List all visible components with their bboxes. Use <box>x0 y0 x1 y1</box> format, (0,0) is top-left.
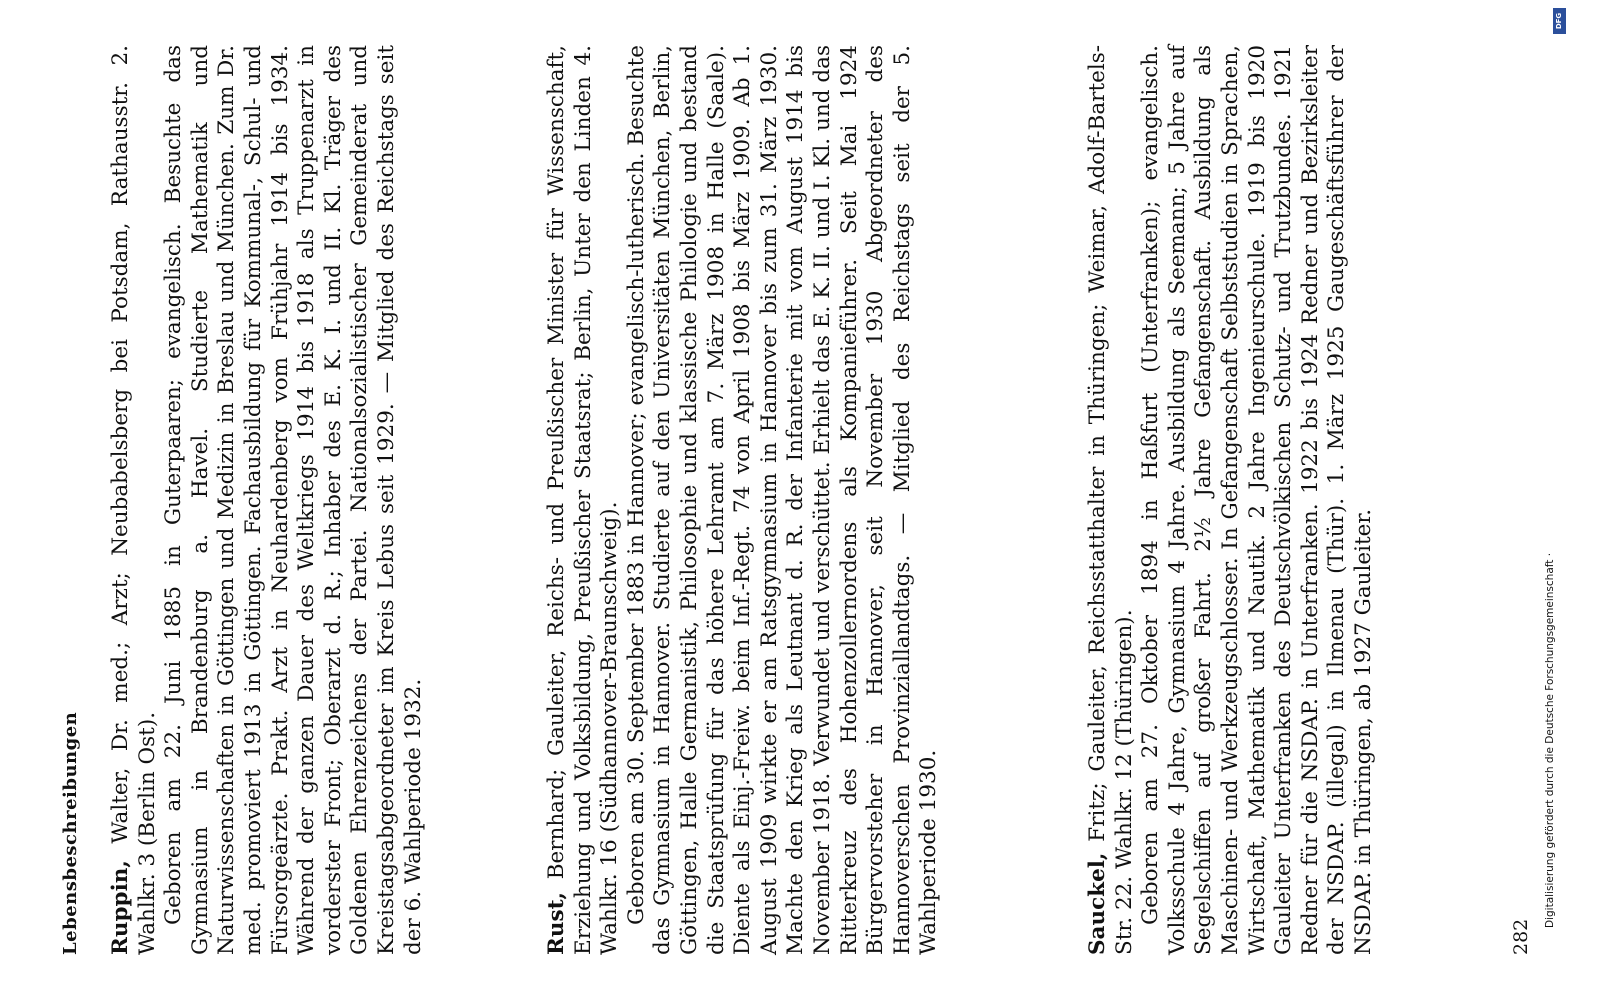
entry-lead <box>108 45 161 955</box>
biography-entry-rust <box>544 45 943 955</box>
rotated-page <box>40 45 1600 955</box>
dfg-logo-text: DFG <box>1555 12 1563 30</box>
page-number: 282 <box>1510 918 1532 955</box>
entry-body: Geboren am 27. Oktober 1894 in Haßfurt (Unterfranken); evangelisch. Volksschule 4 Jahre, Gymnasium 4 Jahre. Ausbildung als Seemann; 5 Jahre auf Segelschiffen auf großer Fahrt. 2½ Jahre Gefangenschaft. Ausbildung als Maschinen- und Werkzeugschlosser. In Gefangenschaft Selbststudien in Sprachen, Wirtschaft, Mathematik und Nautik. 2 Jahre Ingenieurschule. 1919 bis 1920 Gauleiter Unterfranken des Deutschvölkischen Schutz- und Trutzbundes. 1921 Redner für die NSDAP. in Unterfranken. 1922 bis 1924 Redner und Bezirksleiter der NSDAP. (illegal) in Ilmenau (Thür). 1. März 1925 Gaugeschäftsführer der NSDAP. in Thüringen, ab 1927 Gauleiter. <box>1138 45 1376 955</box>
entry-body: Geboren am 30. September 1883 in Hannover; evangelisch-lutherisch. Besuchte das Gymnasium in Hannover. Studierte auf den Universitäten München, Berlin, Göttingen, Halle Germanistik, Philosophie und klassische Philologie und bestand die Staatsprüfung für das höhere Lehramt am 7. März 1908 in Halle (Saale). Diente als Einj.-Freiw. beim Inf.-Regt. 74 von April 1908 bis März 1909. Ab 1. August 1909 wirkte er am Ratsgymnasium in Hannover bis zum 31. März 1930. Machte den Krieg als Leutnant d. R. der Infanterie mit vom August 1914 bis November 1918. Verwundet und verschüttet. Erhielt das E. K. II. und I. Kl. und das Ritterkreuz des Hohenzollernordens als Kompanieführer. Seit Mai 1924 Bürgervorsteher in Hannover, seit November 1930 Abgeordneter des Hannoverschen Provinziallandtags. — Mitglied des Reichstags seit der 5. Wahlperiode 1930. <box>623 45 942 955</box>
biography-entry-ruppin <box>108 45 427 955</box>
page-content <box>40 45 1600 955</box>
entry-lead-text: Walter, Dr. med.; Arzt; Neubabelsberg bei Potsdam, Rathausstr. 2. Wahlkr. 3 (Berlin Ost). <box>108 45 160 955</box>
entry-lead <box>544 45 624 955</box>
digitization-credit <box>1540 6 1562 966</box>
entry-lead-text: Bernhard; Gauleiter, Reichs- und Preußischer Minister für Wissenschaft, Erziehung und Volksbildung, Preußischer Staatsrat; Berlin, Unter den Linden 4. Wahlkr. 16 (Südhannover-Braunschweig). <box>544 45 623 955</box>
page-header-title: Lebensbeschreibungen <box>60 711 81 955</box>
entry-lead-text: Fritz; Gauleiter, Reichsstatthalter in Thüringen; Weimar, Adolf-Bartels-Str. 22. Wahlkr. 12 (Thüringen). <box>1085 45 1137 955</box>
entry-name: Ruppin, <box>108 860 133 955</box>
dfg-logo <box>1553 8 1566 34</box>
biography-entry-sauckel <box>1085 45 1378 955</box>
entry-body: Geboren am 22. Juni 1885 in Guterpaaren; evangelisch. Besuchte das Gymnasium in Brandenburg a. Havel. Studierte Mathematik und Naturwissenschaften in Göttingen und Medizin in Breslau und München. Zum Dr. med. promoviert 1913 in Göttingen. Fachausbildung für Kommunal-, Schul- und Fürsorgeärzte. Prakt. Arzt in Neuhardenberg vom Frühjahr 1914 bis 1934. Während der ganzen Dauer des Weltkriegs 1914 bis 1918 als Truppenarzt in vorderster Front; Oberarzt d. R.; Inhaber des E. K. I. und II. Kl. Träger des Goldenen Ehrenzeichens der Partei. Nationalsozialistischer Gemeinderat und Kreistagsabgeordneter im Kreis Lebus seit 1929. — Mitglied des Reichstags seit der 6. Wahlperiode 1932. <box>161 45 426 955</box>
credit-text: Digitalisierung gefördert durch die Deutsche Forschungsgemeinschaft · <box>1544 552 1556 928</box>
entry-name: Rust, <box>544 891 569 955</box>
entry-name: Sauckel, <box>1085 852 1110 955</box>
entry-lead <box>1085 45 1138 955</box>
